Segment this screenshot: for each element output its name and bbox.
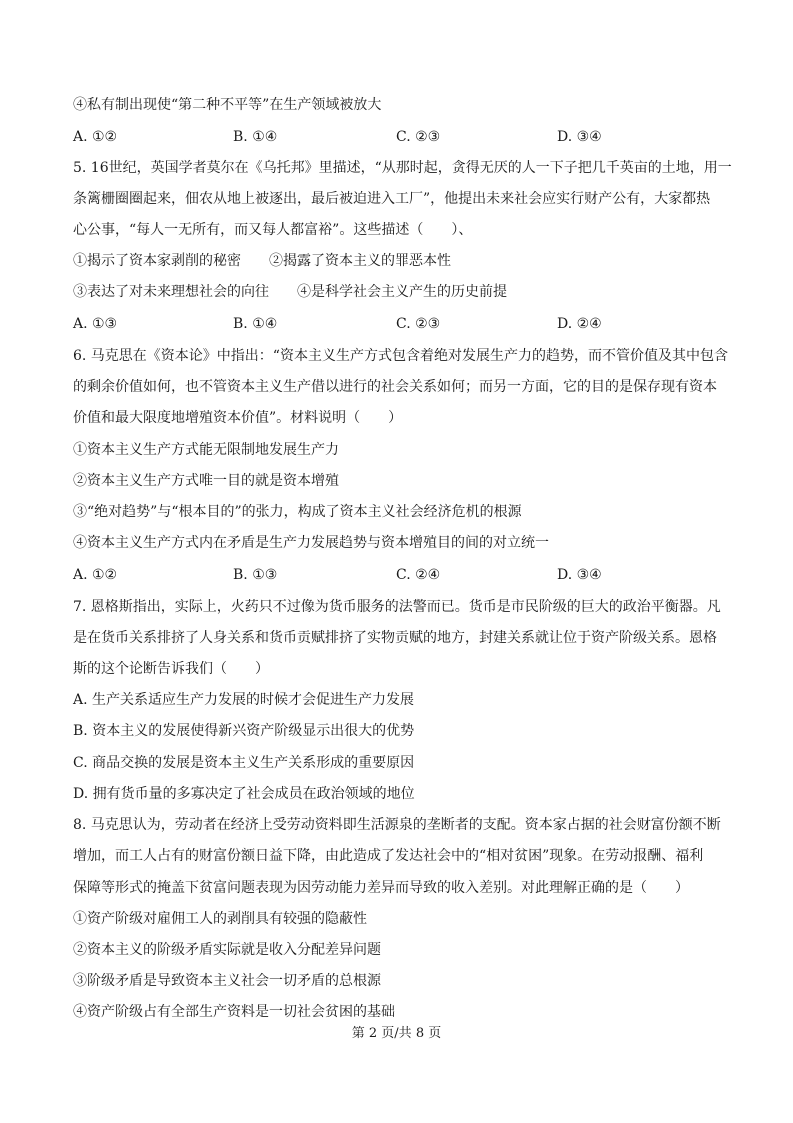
question-5-line-2: 条篱栅圈圈起来，佃农从地上被逐出，最后被迫进入工厂”，他提出未来社会应实行财产公有，大家都热 [73,191,711,207]
option-c: C. ②③ [396,316,441,332]
question-7-line-2: 是在货币关系排挤了人身关系和货币贡赋排挤了实物贡赋的地方，封建关系就让位于资产阶级关系。恩格 [73,630,717,646]
question-6-line-2: 的剩余价值如何，也不管资本主义生产借以进行的社会关系如何；而另一方面，它的目的是保存现有资本 [73,379,717,395]
question-5-line-3: 心公事，“每人一无所有，而又每人都富裕”。这些描述（ ）、 [73,222,473,238]
option-c: C. 商品交换的发展是资本主义生产关系形成的重要原因 [73,755,415,771]
question-5-line-1: 5. 16世纪，英国学者莫尔在《乌托邦》里描述，“从那时起，贪得无厌的人一下子把几千英亩的土地，用一 [73,160,732,176]
statement-line: ③表达了对未来理想社会的向往 ④是科学社会主义产生的历史前提 [73,284,507,300]
question-8-line-3: 保障等形式的掩盖下贫富问题表现为因劳动能力差异而导致的收入差别。对此理解正确的是（ ） [73,880,689,896]
option-a: A. ①③ [73,316,118,332]
question-8-line-2: 增加，而工人占有的财富份额日益下降，由此造成了发达社会中的“相对贫困”现象。在劳动报酬、福利 [73,848,704,864]
statement-line: ④资产阶级占有全部生产资料是一切社会贫困的基础 [73,1004,395,1020]
statement-line: ②资本主义生产方式唯一目的就是资本增殖 [73,473,339,489]
statement-line: ①资本主义生产方式能无限制地发展生产力 [73,442,339,458]
option-a: A. ①② [73,567,118,583]
statement-line: ②资本主义的阶级矛盾实际就是收入分配差异问题 [73,942,381,958]
option-b: B. ①③ [233,567,278,583]
statement-line: ③“绝对趋势”与“根本目的”的张力，构成了资本主义社会经济危机的根源 [73,504,522,520]
option-b: B. ①④ [233,316,278,332]
statement-line: ④资本主义生产方式内在矛盾是生产力发展趋势与资本增殖目的间的对立统一 [73,535,549,551]
question-7-line-1: 7. 恩格斯指出，实际上，火药只不过像为货币服务的法警而已。货币是市民阶级的巨大的政治平衡器。凡 [73,599,721,615]
page-footer: 第 2 页/共 8 页 [351,1026,442,1041]
statement-line: ③阶级矛盾是导致资本主义社会一切矛盾的总根源 [73,973,381,989]
option-d: D. ③④ [557,567,602,583]
question-7-line-3: 斯的这个论断告诉我们（ ） [73,661,269,677]
option-b: B. ①④ [233,129,278,145]
option-b: B. 资本主义的发展使得新兴资产阶级显示出很大的优势 [73,723,415,739]
statement-line: ④私有制出现使“第二种不平等”在生产领域被放大 [73,97,382,113]
option-a: A. ①② [73,129,118,145]
option-a: A. 生产关系适应生产力发展的时候才会促进生产力发展 [73,692,415,708]
statement-line: ①揭示了资本家剥削的秘密 ②揭露了资本主义的罪恶本性 [73,253,451,269]
option-d: D. ③④ [557,129,602,145]
option-c: C. ②④ [396,567,441,583]
option-d: D. 拥有货币量的多寡决定了社会成员在政治领域的地位 [73,786,415,802]
question-6-line-1: 6. 马克思在《资本论》中指出：“资本主义生产方式包含着绝对发展生产力的趋势，而不管价值及其中包含 [73,348,728,364]
question-6-line-3: 价值和最大限度地增殖资本价值”。材料说明（ ） [73,410,403,426]
question-8-line-1: 8. 马克思认为，劳动者在经济上受劳动资料即生活源泉的垄断者的支配。资本家占据的社会财富份额不断 [73,817,721,833]
statement-line: ①资产阶级对雇佣工人的剥削具有较强的隐蔽性 [73,911,367,927]
option-d: D. ②④ [557,316,602,332]
option-c: C. ②③ [396,129,441,145]
